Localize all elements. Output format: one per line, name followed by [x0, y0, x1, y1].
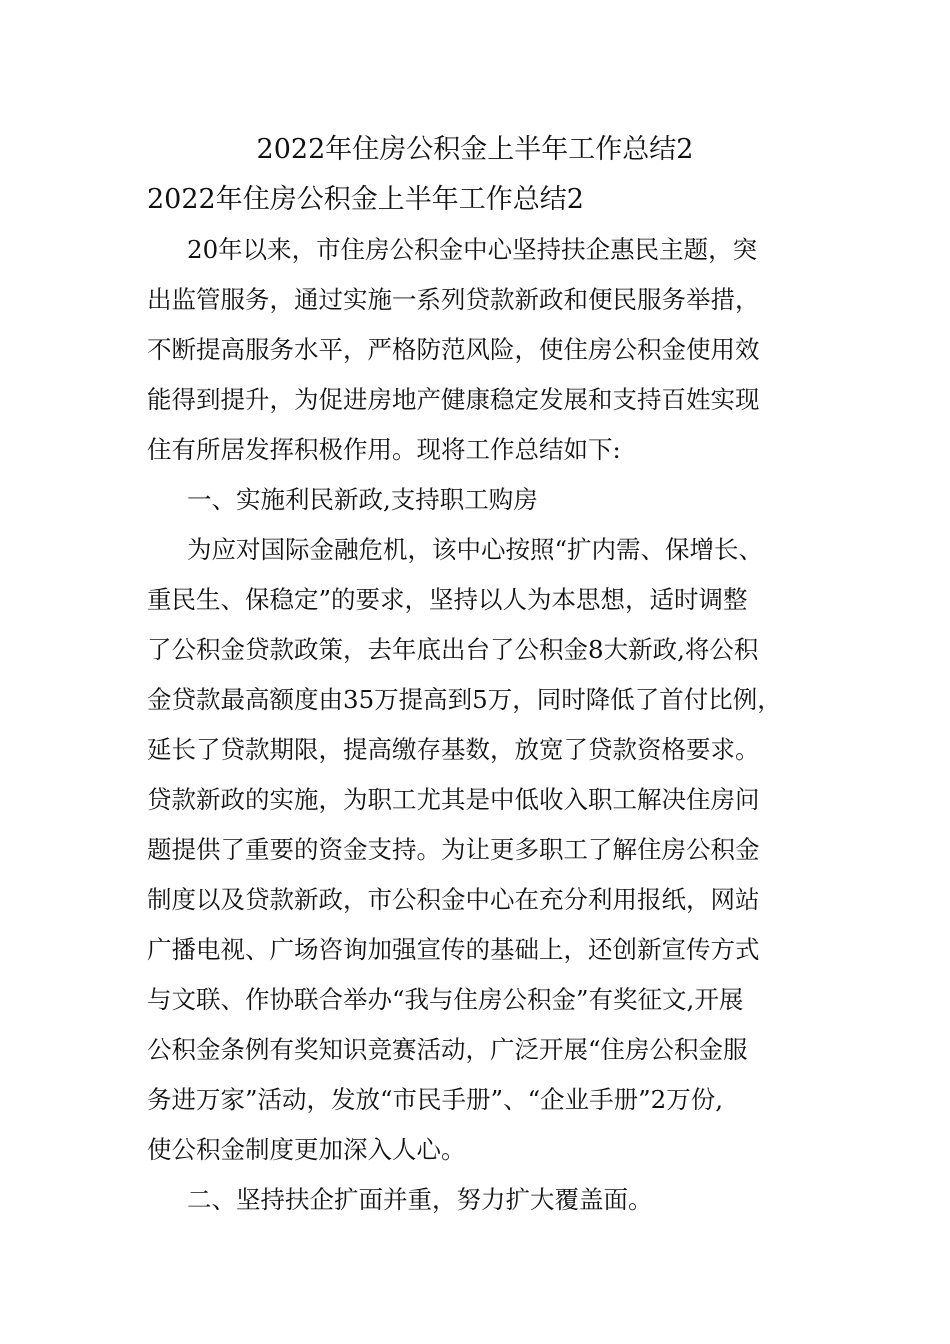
paragraph-line: 延长了贷款期限，提高缴存基数，放宽了贷款资格要求。	[147, 735, 760, 764]
paragraph-line: 能得到提升，为促进房地产健康稳定发展和支持百姓实现	[147, 385, 760, 414]
paragraph-line: 贷款新政的实施，为职工尤其是中低收入职工解决住房问	[147, 785, 760, 814]
paragraph-line: 公积金条例有奖知识竞赛活动，广泛开展“住房公积金服	[147, 1035, 748, 1064]
paragraph-line: 为应对国际金融危机，该中心按照“扩内需、保增长、	[187, 535, 764, 564]
paragraph-line: 使公积金制度更加深入人心。	[147, 1135, 466, 1164]
paragraph-line: 题提供了重要的资金支持。为让更多职工了解住房公积金	[147, 835, 760, 864]
document-subtitle: 2022年住房公积金上半年工作总结2	[147, 184, 584, 215]
paragraph-line: 20年以来，市住房公积金中心坚持扶企惠民主题，突	[187, 235, 758, 264]
paragraph-line: 金贷款最高额度由35万提高到5万，同时降低了首付比例，	[147, 685, 782, 714]
section-heading: 一、实施利民新政,支持职工购房	[187, 485, 538, 514]
paragraph-line: 重民生、保稳定”的要求，坚持以人为本思想，适时调整	[147, 585, 748, 614]
paragraph-line: 与文联、作协联合举办“我与住房公积金”有奖征文,开展	[147, 985, 744, 1014]
paragraph-line: 出监管服务，通过实施一系列贷款新政和便民服务举措，	[147, 285, 760, 314]
paragraph-line: 务进万家”活动，发放“市民手册”、“企业手册”2万份,	[147, 1085, 723, 1114]
document-title: 2022年住房公积金上半年工作总结2	[256, 134, 694, 165]
paragraph-line: 不断提高服务水平，严格防范风险，使住房公积金使用效	[147, 335, 760, 364]
paragraph-line: 住有所居发挥积极作用。现将工作总结如下:	[147, 435, 621, 464]
section-heading: 二、坚持扶企扩面并重，努力扩大覆盖面。	[187, 1185, 653, 1214]
paragraph-line: 广播电视、广场咨询加强宣传的基础上，还创新宣传方式	[147, 935, 760, 964]
paragraph-line: 了公积金贷款政策，去年底出台了公积金8大新政,将公积	[147, 635, 759, 664]
paragraph-line: 制度以及贷款新政，市公积金中心在充分利用报纸，网站	[147, 885, 760, 914]
